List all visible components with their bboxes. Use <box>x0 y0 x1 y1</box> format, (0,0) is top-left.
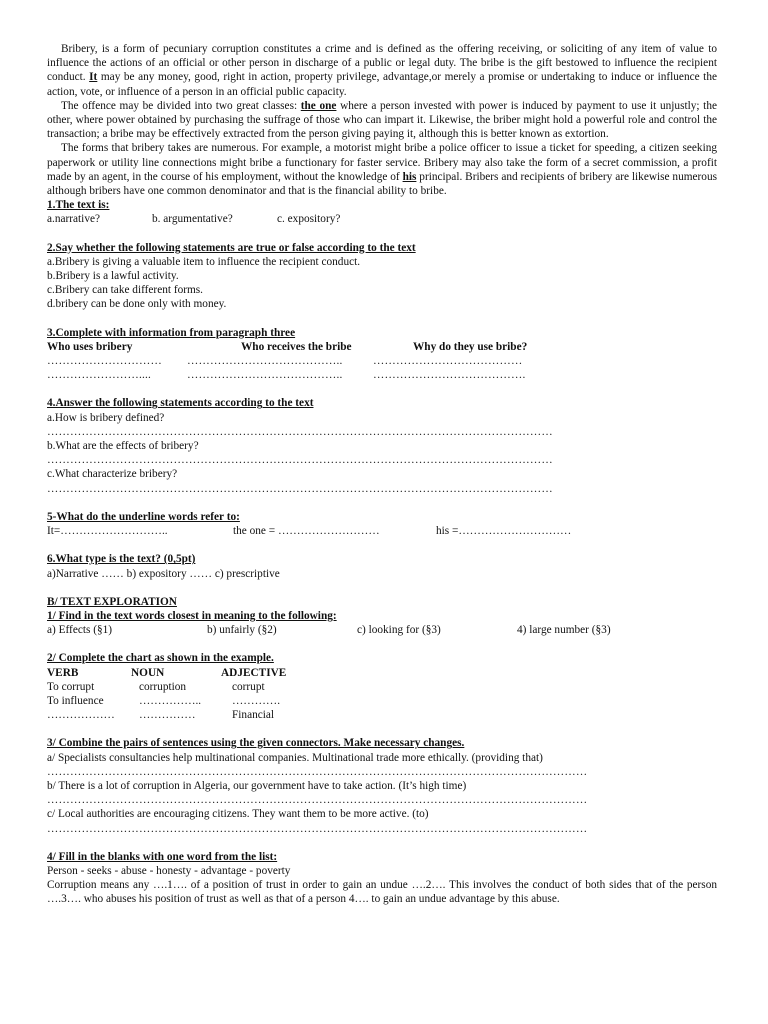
question-1-title: 1.The text is: <box>47 199 110 212</box>
cell: …………… <box>139 709 196 722</box>
exercise-2-headers <box>47 666 717 680</box>
blank-his: his =………………………… <box>436 525 572 538</box>
header-adjective: ADJECTIVE <box>221 666 287 679</box>
blank: …………………………………. <box>373 369 526 382</box>
item-unfairly: b) unfairly (§2) <box>207 624 277 637</box>
blank: ………………………………….. <box>187 369 343 382</box>
cell: To influence <box>47 694 104 707</box>
exercise-2-title: 2/ Complete the chart as shown in the example. <box>47 652 274 665</box>
cell: …………. <box>232 694 281 707</box>
sentence-b: b/ There is a lot of corruption in Algeria, our government have to take action. (It’s high time) <box>47 779 467 792</box>
underlined-it: It <box>89 71 98 84</box>
question-6-options: a)Narrative …… b) expository …… c) prescriptive <box>47 567 280 580</box>
question-4-title: 4.Answer the following statements according to the text <box>47 397 314 410</box>
answer-line: …………………………………………………………………………………………………………………………… <box>47 765 588 778</box>
question-3-row-2 <box>47 368 717 382</box>
statement-a: a.Bribery is giving a valuable item to influence the recipient conduct. <box>47 255 361 268</box>
option-a: a.narrative? <box>47 213 100 226</box>
sentence-a: a/ Specialists consultancies help multinational companies. Multinational trade more ethically. (providing that) <box>47 751 543 764</box>
question-3-title: 3.Complete with information from paragraph three <box>47 326 296 339</box>
answer-line: …………………………………………………………………………………………………………………………… <box>47 822 588 835</box>
option-c: c. expository? <box>277 213 341 226</box>
question-6-title: 6.What type is the text? (0,5pt) <box>47 553 196 566</box>
worksheet <box>47 42 717 907</box>
part-b-title: B/ TEXT EXPLORATION <box>47 595 177 608</box>
sentence-c: c/ Local authorities are encouraging citizens. They want them to be more active. (to) <box>47 808 429 821</box>
cell: To corrupt <box>47 680 95 693</box>
statement-c: c.Bribery can take different forms. <box>47 284 203 297</box>
blank-it: It=……………………….. <box>47 525 168 538</box>
question-3-headers <box>47 340 717 354</box>
paragraph-2: The offence may be divided into two great classes: the one where a person invested with power is induced by payment to use it unjustly; the other, where power obtained by purchasing the suffrage of those who can impart it. Likewise, the briber might hold a powerful role and control the transaction; a bribe may be effectively extracted from the person giving paying it, although this is better known as extortion. <box>47 99 717 141</box>
header-why: Why do they use bribe? <box>413 340 528 353</box>
word-list: Person - seeks - abuse - honesty - advantage - poverty <box>47 864 291 877</box>
item-effects: a) Effects (§1) <box>47 624 113 637</box>
exercise-1-items <box>47 623 717 637</box>
answer-line: …………………………………………………………………………………………………………………… <box>47 454 553 467</box>
statement-d: d.bribery can be done only with money. <box>47 298 227 311</box>
question-4c: c.What characterize bribery? <box>47 468 178 481</box>
cell: corrupt <box>232 680 265 693</box>
question-2-title: 2.Say whether the following statements are true or false according to the text <box>47 241 416 254</box>
exercise-4-title: 4/ Fill in the blanks with one word from the list: <box>47 850 278 863</box>
header-noun: NOUN <box>131 666 165 679</box>
underlined-the-one: the one <box>300 99 337 112</box>
blank: ………………………………… <box>373 355 523 368</box>
paragraph-3: The forms that bribery takes are numerous. For example, a motorist might bribe a police officer to issue a ticket for speeding, a citizen seeking paperwork or utility line connections might bribe a functionary for faster service. Bribery may also take the form of a secret commission, a profit made by an agent, in the course of his employment, without the knowledge of his principal. Bribers and recipients of bribery are likewise numerous although bribers have one common denominator and that is the financial ability to bribe. <box>47 142 717 198</box>
header-verb: VERB <box>47 666 79 679</box>
gap-fill-text: Corruption means any ….1…. of a position of trust in order to gain an undue ….2…. This involves the conduct of both sides that of the person ….3…. who abuses his position of trust as well as that of a person 4…. to gain an undue advantage by this abuse. <box>47 879 717 906</box>
exercise-1-title: 1/ Find in the text words closest in meaning to the following: <box>47 609 337 622</box>
blank-the-one: the one = ……………………… <box>233 525 380 538</box>
question-1-options <box>47 212 717 226</box>
exercise-2-row-2 <box>47 694 717 708</box>
cell: corruption <box>139 680 187 693</box>
cell: ……………… <box>47 709 115 722</box>
cell: …………….. <box>139 694 202 707</box>
header-who-receives: Who receives the bribe <box>241 340 352 353</box>
question-4b: b.What are the effects of bribery? <box>47 440 199 453</box>
answer-line: …………………………………………………………………………………………………………………… <box>47 482 553 495</box>
blank: ………………………… <box>47 355 162 368</box>
header-who-uses: Who uses bribery <box>47 340 133 353</box>
exercise-3-title: 3/ Combine the pairs of sentences using the given connectors. Make necessary changes. <box>47 737 465 750</box>
question-3-row-1 <box>47 354 717 368</box>
cell: Financial <box>232 709 275 722</box>
blank: ………………………………….. <box>187 355 343 368</box>
question-4a: a.How is bribery defined? <box>47 411 165 424</box>
underlined-his: his <box>402 170 417 183</box>
exercise-2-row-1 <box>47 680 717 694</box>
answer-line: …………………………………………………………………………………………………………………………… <box>47 794 588 807</box>
answer-line: …………………………………………………………………………………………………………………… <box>47 425 553 438</box>
statement-b: b.Bribery is a lawful activity. <box>47 270 179 283</box>
item-looking-for: c) looking for (§3) <box>357 624 441 637</box>
option-b: b. argumentative? <box>152 213 233 226</box>
blank: …………………….... <box>47 369 152 382</box>
paragraph-1: Bribery, is a form of pecuniary corruption constitutes a crime and is defined as the offering receiving, or soliciting of any item of value to influence the actions of an official or other person in discharge of a public or legal duty. The bribe is the gift bestowed to influence the recipient conduct. It may be any money, good, right in action, property privilege, advantage,or merely a promise or undertaking to induce or influence the action, vote, or influence of a person in an official public capacity. <box>47 43 717 98</box>
exercise-2-row-3 <box>47 708 717 722</box>
question-5-blanks <box>47 524 717 538</box>
item-large-number: 4) large number (§3) <box>517 624 611 637</box>
question-5-title: 5-What do the underline words refer to: <box>47 510 240 523</box>
